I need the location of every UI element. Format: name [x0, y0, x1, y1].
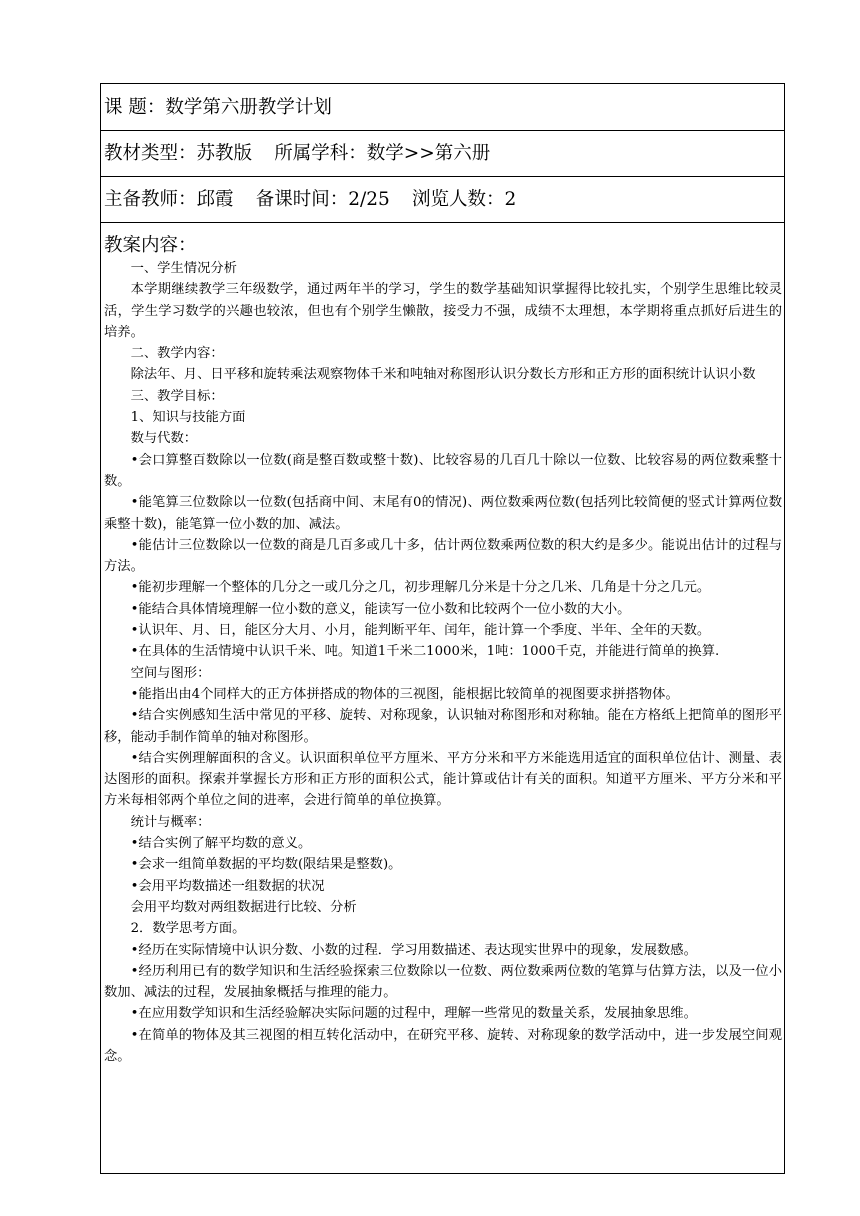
content-heading: 教案内容： — [104, 235, 197, 256]
date-value: 2/25 — [348, 189, 390, 210]
paragraph: 空间与图形： — [130, 665, 211, 681]
content-body — [104, 258, 782, 1067]
content-cell — [101, 223, 784, 1173]
material-label: 教材类型： — [104, 143, 197, 164]
paragraph: •能结合具体情境理解一位小数的意义，能读写一位小数和比较两个一位小数的大小。 — [130, 601, 631, 617]
material-row — [101, 131, 784, 177]
teacher-row — [101, 177, 784, 223]
paragraph: 一、学生情况分析 — [130, 261, 237, 276]
paragraph: 2．数学思考方面。 — [130, 921, 246, 937]
paragraph: •会口算整百数除以一位数(商是整百数或整十数)、比较容易的几百几十除以一位数、比较容易的两位数乘整十数。 — [104, 452, 782, 489]
paragraph: 三、教学目标： — [130, 388, 224, 404]
paragraph: •认识年、月、日，能区分大月、小月，能判断平年、闰年，能计算一个季度、半年、全年的天数。 — [130, 623, 711, 639]
lesson-plan-table — [100, 83, 785, 1174]
title-row — [101, 84, 784, 131]
teacher-value: 邱霞 — [196, 189, 234, 210]
paragraph: •能初步理解一个整体的几分之一或几分之几，初步理解几分米是十分之几米、几角是十分之几元。 — [130, 580, 711, 596]
paragraph: •能指出由4个同样大的正方体拼搭成的物体的三视图，能根据比较简单的视图要求拼搭物体。 — [130, 686, 679, 702]
teacher-label: 主备教师： — [104, 189, 197, 210]
paragraph: •能笔算三位数除以一位数(包括商中间、末尾有0的情况)、两位数乘两位数(包括列比较简便的竖式计算两位数乘整十数)，能笔算一位小数的加、减法。 — [104, 495, 782, 532]
paragraph: •在具体的生活情境中认识千米、吨。知道1千米二1000米，1吨：1000千克，并能进行简单的换算. — [130, 644, 720, 660]
paragraph: •结合实例感知生活中常见的平移、旋转、对称现象，认识轴对称图形和对称轴。能在方格纸上把简单的图形平移，能动手制作简单的轴对称图形。 — [104, 708, 782, 745]
paragraph: 除法年、月、日平移和旋转乘法观察物体千米和吨轴对称图形认识分数长方形和正方形的面积统计认识小数 — [130, 367, 756, 383]
paragraph: 二、教学内容： — [130, 346, 224, 362]
paragraph: 本学期继续教学三年级数学，通过两年半的学习，学生的数学基础知识掌握得比较扎实，个别学生思维比较灵活，学生学习数学的兴趣也较浓，但也有个别学生懒散，接受力不强，成绩不太理想，本学期将重点抓好后进生的培养。 — [104, 282, 782, 340]
paragraph: •能估计三位数除以一位数的商是几百多或几十多，估计两位数乘两位数的积大约是多少。能说出估计的过程与方法。 — [104, 537, 782, 575]
views-value: 2 — [504, 189, 517, 210]
paragraph: •经历利用已有的数学知识和生活经验探索三位数除以一位数、两位数乘两位数的笔算与估算方法，以及一位小数加、减法的过程，发展抽象概括与推理的能力。 — [104, 963, 782, 1001]
paragraph: 1、知识与技能方面 — [130, 410, 246, 426]
paragraph: •结合实例了解平均数的意义。 — [130, 836, 312, 852]
material-value: 苏教版 — [196, 143, 253, 164]
subject-label: 所属学科： — [274, 143, 367, 164]
paragraph: 统计与概率： — [130, 814, 211, 830]
views-label: 浏览人数： — [411, 189, 505, 210]
paragraph: •会求一组简单数据的平均数(限结果是整数)。 — [130, 857, 402, 873]
paragraph: •结合实例理解面积的含义。认识面积单位平方厘米、平方分米和平方米能选用适宜的面积单位估计、测量、表达图形的面积。探索并掌握长方形和正方形的面积公式，能计算或估计有关的面积。知道平方厘米、平方分米和平方米每相邻两个单位之间的进率，会进行简单的单位换算。 — [104, 750, 782, 809]
paragraph: •会用平均数描述一组数据的状况 — [130, 878, 325, 894]
paragraph: 数与代数： — [130, 431, 198, 447]
title-value: 数学第六册教学计划 — [165, 97, 332, 118]
subject-value: 数学>>第六册 — [366, 143, 491, 164]
date-label: 备课时间： — [255, 189, 349, 210]
paragraph: •在简单的物体及其三视图的相互转化活动中，在研究平移、旋转、对称现象的数学活动中，进一步发展空间观念。 — [104, 1027, 782, 1064]
paragraph: •在应用数学知识和生活经验解决实际问题的过程中，理解一些常见的数量关系，发展抽象思维。 — [130, 1006, 697, 1022]
paragraph: 会用平均数对两组数据进行比较、分析 — [130, 899, 357, 915]
title-label: 课 题： — [104, 97, 166, 118]
paragraph: •经历在实际情境中认识分数、小数的过程．学习用数描述、表达现实世界中的现象，发展数感。 — [130, 942, 697, 958]
